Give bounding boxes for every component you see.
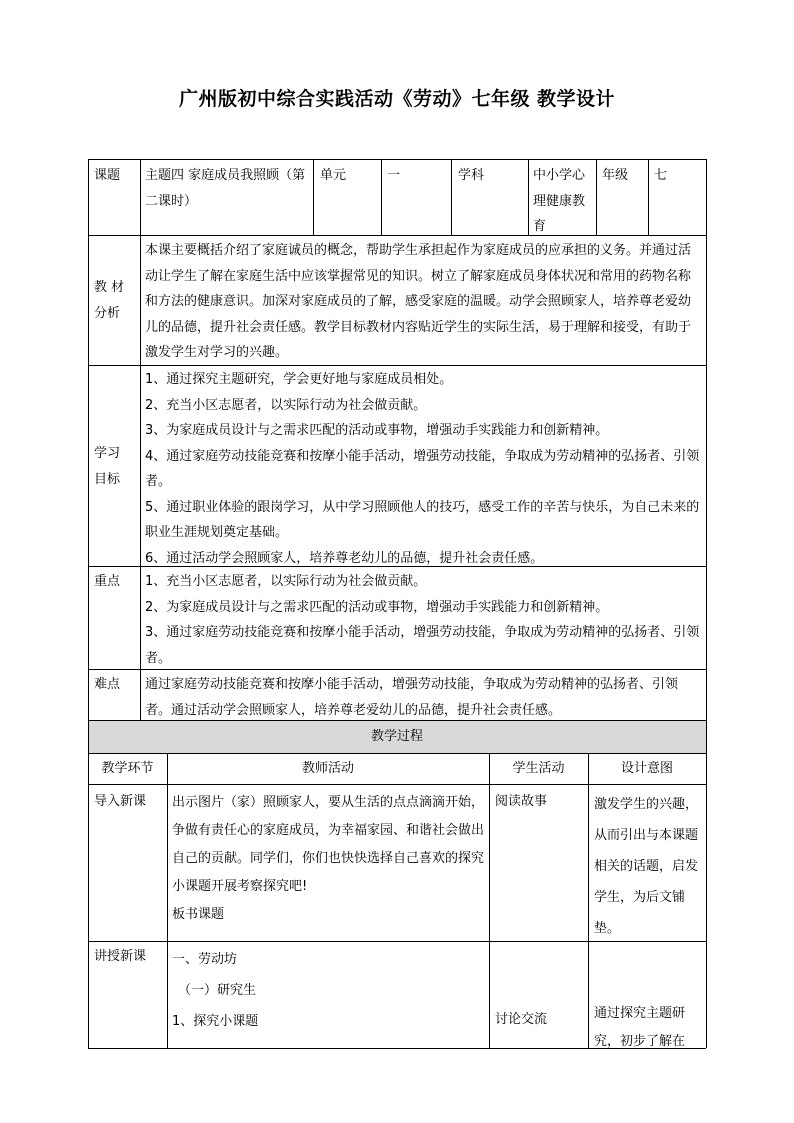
topic-label: 课题 <box>94 168 121 183</box>
process-heading: 教学过程 <box>370 729 423 744</box>
analysis-label-line: 教 材 <box>94 280 125 295</box>
unit-label: 单元 <box>320 168 347 183</box>
row1-teacher-text: 出示图片（家）照顾家人，要从生活的点点滴滴开始，争做有责任心的家庭成员，为幸福家园、和谐社会做出自己的贡献。同学们，你们也快快选择自己喜欢的探究小课题开展考察探究吧! <box>172 795 485 894</box>
row2-teacher-line: 1、探究小课题 <box>172 1014 259 1029</box>
row1-stage: 导入新课 <box>94 794 147 809</box>
row2-teacher-line: 一、劳动坊 <box>172 952 238 967</box>
analysis-label-line: 分析 <box>94 305 121 321</box>
table-rule <box>588 753 589 1048</box>
table-rule <box>88 784 706 785</box>
table-rule <box>489 753 490 1048</box>
grade-label: 年级 <box>602 168 629 183</box>
table-rule <box>167 753 168 1048</box>
document-title: 广州版初中综合实践活动《劳动》七年级 教学设计 <box>178 88 616 110</box>
analysis-text: 本课主要概括介绍了家庭诚员的概念，帮助学生承担起作为家庭成员的应承担的义务。并通过活动让学生了解在家庭生活中应该掌握常见的知识。树立了解家庭成员身体状况和常用的药物名称和方法的健康意识。加深对家庭成员的了解，感受家庭的温暖。动学会照顾家人，培养尊老爱幼儿的品德，提升社会责任感。教学目标教材内容贴近学生的实际生活，易于理解和接受，有助于激发学生对学习的兴趣。 <box>145 243 692 360</box>
row1-teacher <box>172 789 486 929</box>
row1-intent: 激发学生的兴趣，从而引出与本课题相关的话题，启发学生，为后文铺垫。 <box>594 797 699 936</box>
objective-item: 3、为家庭成员设计与之需求匹配的活动或事物，增强动手实践能力和创新精神。 <box>145 423 609 438</box>
table-rule <box>88 235 706 236</box>
keypoints-list <box>145 569 705 671</box>
unit-value: 一 <box>387 168 401 183</box>
objective-item: 5、通过职业体验的跟岗学习，从中学习照顾他人的技巧，感受工作的辛苦与快乐，为自己未来的职业生涯规划奠定基础。 <box>145 499 700 540</box>
table-rule <box>528 159 529 235</box>
objectives-label <box>94 441 138 492</box>
column-header-student: 学生活动 <box>512 761 565 776</box>
table-rule <box>381 159 382 235</box>
row2-intent: 通过探究主题研究，初步了解在 <box>594 1006 686 1049</box>
grade-value: 七 <box>654 168 668 183</box>
objective-item: 4、通过家庭劳动技能竞赛和按摩小能手活动，增强劳动技能，争取成为劳动精神的弘扬者、引领者。 <box>145 448 700 489</box>
keypoint-item: 3、通过家庭劳动技能竞赛和按摩小能手活动，增强劳动技能，争取成为劳动精神的弘扬者、引领者。 <box>145 625 700 666</box>
row1-teacher-note: 板书课题 <box>172 907 225 922</box>
difficulties-text: 通过家庭劳动技能竞赛和按摩小能手活动，增强劳动技能，争取成为劳动精神的弘扬者、引领者。通过活动学会照顾家人，培养尊老爱幼儿的品德，提升社会责任感。 <box>145 677 679 718</box>
column-header-intent: 设计意图 <box>620 761 673 776</box>
table-rule <box>88 159 706 160</box>
column-header-teacher: 教师活动 <box>301 761 354 776</box>
objective-item: 6、通过活动学会照顾家人，培养尊老幼儿的品德，提升社会责任感。 <box>145 550 544 566</box>
subject-value: 中小学心理健康教育 <box>533 168 586 234</box>
keypoint-item: 1、充当小区志愿者，以实际行动为社会做贡献。 <box>145 574 427 589</box>
column-header-stage: 教学环节 <box>101 761 154 776</box>
table-rule <box>596 159 597 235</box>
objectives-label-line: 学习 <box>94 446 121 461</box>
difficulties-label: 难点 <box>94 677 121 692</box>
objectives-label-line: 目标 <box>94 471 121 487</box>
objectives-list <box>145 367 705 571</box>
table-rule <box>313 159 314 235</box>
table-rule <box>706 159 707 1048</box>
table-rule <box>648 159 649 235</box>
table-rule <box>88 159 89 1048</box>
subject-label: 学科 <box>458 168 485 183</box>
keypoint-item: 2、为家庭成员设计与之需求匹配的活动或事物，增强动手实践能力和创新精神。 <box>145 599 609 615</box>
row2-teacher-line: （一）研究生 <box>178 983 257 998</box>
table-rule <box>140 159 141 720</box>
objective-item: 1、通过探究主题研究，学会更好地与家庭成员相处。 <box>145 372 453 387</box>
row1-student: 阅读故事 <box>495 794 548 809</box>
table-rule <box>88 753 706 754</box>
row2-student: 讨论交流 <box>495 1012 548 1027</box>
keypoints-label: 重点 <box>94 574 121 589</box>
table-rule <box>451 159 452 235</box>
analysis-label <box>94 275 138 326</box>
row2-stage: 讲授新课 <box>94 949 147 964</box>
row2-teacher <box>172 944 486 1037</box>
objective-item: 2、充当小区志愿者，以实际行动为社会做贡献。 <box>145 397 427 413</box>
topic-value: 主题四 家庭成员我照顾（第二课时） <box>145 168 306 209</box>
